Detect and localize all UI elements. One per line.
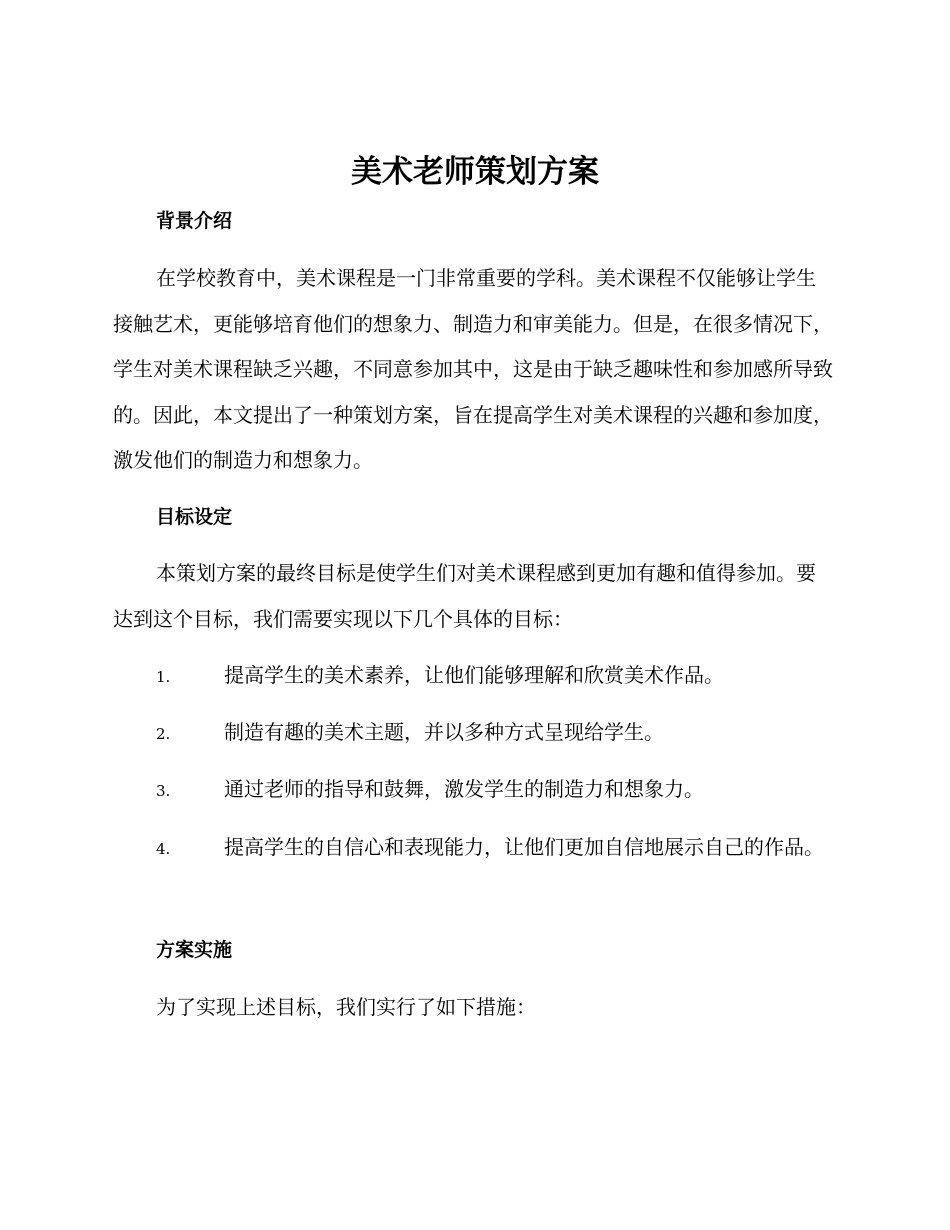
list-item — [113, 825, 835, 873]
list-item-text: 提高学生的美术素养，让他们能够理解和欣赏美术作品。 — [224, 663, 724, 687]
list-number: 3. — [156, 782, 171, 800]
list-item — [113, 653, 835, 701]
section-heading-implementation: 方案实施 — [156, 939, 233, 961]
section-heading-background: 背景介绍 — [156, 210, 233, 232]
list-number: 4. — [156, 840, 171, 858]
paragraph-background: 在学校教育中，美术课程是一门非常重要的学科。美术课程不仅能够让学生接触艺术，更能够培育他们的想象力、制造力和审美能力。但是，在很多情况下，学生对美术课程缺乏兴趣，不同意参加其中，这是由于缺乏趣味性和参加感所导致的。因此，本文提出了一种策划方案，旨在提高学生对美术课程的兴趣和参加度，激发他们的制造力和想象力。 — [113, 266, 833, 472]
paragraph-implementation: 为了实现上述目标，我们实行了如下措施： — [156, 995, 536, 1019]
list-item-text: 通过老师的指导和鼓舞，激发学生的制造力和想象力。 — [224, 777, 704, 801]
paragraph-goals: 本策划方案的最终目标是使学生们对美术课程感到更加有趣和值得参加。要达到这个目标，我们需要实现以下几个具体的目标： — [113, 561, 816, 631]
list-item-text: 提高学生的自信心和表现能力，让他们更加自信地展示自己的作品。 — [224, 835, 824, 859]
document-title: 美术老师策划方案 — [351, 154, 599, 190]
list-item-text: 制造有趣的美术主题，并以多种方式呈现给学生。 — [224, 720, 664, 744]
list-item — [113, 767, 835, 815]
list-item — [113, 710, 835, 758]
list-number: 1. — [156, 668, 171, 686]
section-heading-goals: 目标设定 — [156, 506, 233, 528]
list-number: 2. — [156, 725, 171, 743]
